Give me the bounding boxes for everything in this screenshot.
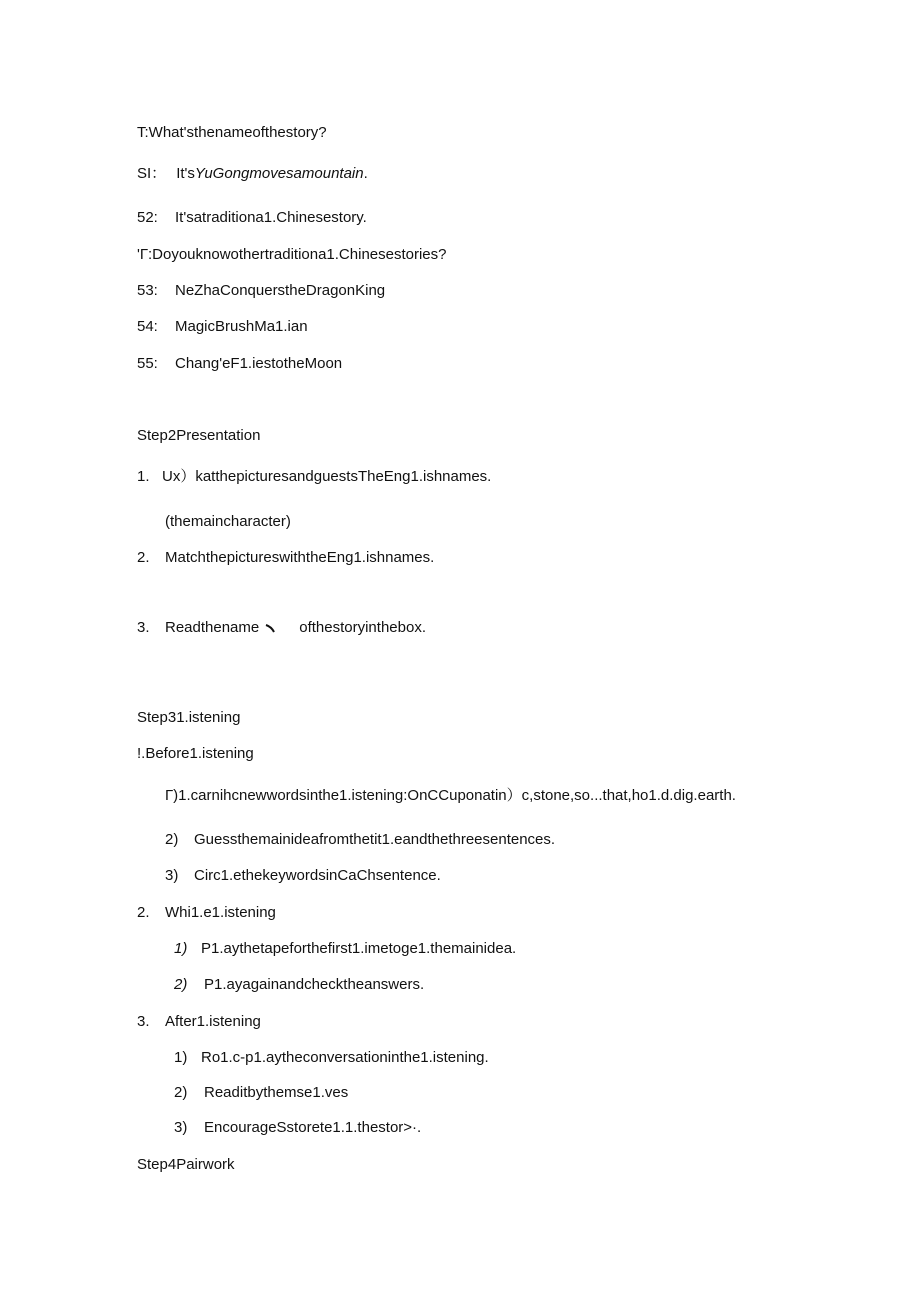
item-number: 2. [137,904,150,921]
item-text: P1.aythetapeforthefirst1.imetoge1.themainidea. [201,940,517,957]
dialogue-student-5 [137,355,342,373]
item-text: Whi1.e1.istening [165,904,276,921]
answer-text: NeZhaConquerstheDragonKing [175,282,386,299]
item-number: 2) [165,831,179,848]
answer-text: MagicBrushMa1.ian [175,318,308,335]
dialogue-student-1 [137,165,368,183]
before-item-2 [165,831,555,849]
item-text: P1.ayagainandchecktheanswers. [204,976,425,993]
speaker-label: 52: [137,209,158,226]
after-listening-heading [137,1013,261,1031]
item-number: 2) [174,976,188,993]
item-number: 2) [174,1084,188,1101]
after-item-1 [174,1049,489,1067]
step2-item-3 [137,619,426,637]
item-text-b: ofthestoryinthebox. [299,619,426,636]
speaker-label: 53: [137,282,158,299]
item-number: 2. [137,549,150,566]
item-number: 3) [174,1119,188,1136]
before-listening-heading: !.Before1.istening [137,745,254,762]
item-number: Г) [165,787,179,804]
item-number: 1) [174,1049,188,1066]
dialogue-student-3 [137,282,385,300]
item-text: EncourageSstorete1.1.thestor>·. [204,1119,422,1136]
while-item-1 [174,940,516,958]
step2-item-1-note: (themaincharacter) [165,513,291,530]
step2-heading: Step2Presentation [137,427,261,444]
answer-text: Chang'eF1.iestotheMoon [175,355,343,372]
after-item-3 [174,1119,421,1137]
before-item-3 [165,867,441,885]
before-item-1 [165,787,736,805]
item-text-a: Readthename [165,619,260,636]
while-item-2 [174,976,424,994]
stray-mark-icon [265,623,275,633]
speaker-label: 54: [137,318,158,335]
item-text: MatchthepictureswiththeEng1.ishnames. [165,549,435,566]
dialogue-student-2 [137,209,367,227]
item-text: Ro1.c-p1.aytheconversationinthe1.istening. [201,1049,489,1066]
item-text: Guessthemainideafromthetit1.eandthethreesentences. [194,831,556,848]
dialogue-teacher-question-2: 'Г:Doyouknowothertraditiona1.Chinesestories? [137,246,447,263]
step2-item-2 [137,549,434,567]
step3-heading: Step31.istening [137,709,241,726]
after-item-2 [174,1084,348,1102]
item-text: Circ1.ethekeywordsinCaChsentence. [194,867,441,884]
item-number: 3) [165,867,179,884]
item-text: After1.istening [165,1013,261,1030]
item-number: 3. [137,619,150,636]
answer-period: . [363,165,368,182]
item-text: 1.carnihcnewwordsinthe1.istening:OnCCuponatin）c,stone,so...that,ho1.d.dig.earth. [178,787,736,804]
item-text: Ux）katthepicturesandguestsTheEng1.ishnames. [162,468,492,485]
item-number: 1. [137,468,150,485]
speaker-label: 55: [137,355,158,372]
answer-prefix: It's [176,165,195,182]
dialogue-student-4 [137,318,308,336]
dialogue-teacher-question: T:What'sthenameofthestory? [137,124,327,141]
item-number: 3. [137,1013,150,1030]
item-number: 1) [174,940,188,957]
step2-item-1 [137,468,491,486]
step4-heading: Step4Pairwork [137,1156,235,1173]
speaker-label: SI： [137,165,167,182]
while-listening-heading [137,904,276,922]
story-title: YuGongmovesamountain [194,165,364,182]
answer-text: It'satraditiona1.Chinesestory. [175,209,367,226]
item-text: Readitbythemse1.ves [204,1084,349,1101]
